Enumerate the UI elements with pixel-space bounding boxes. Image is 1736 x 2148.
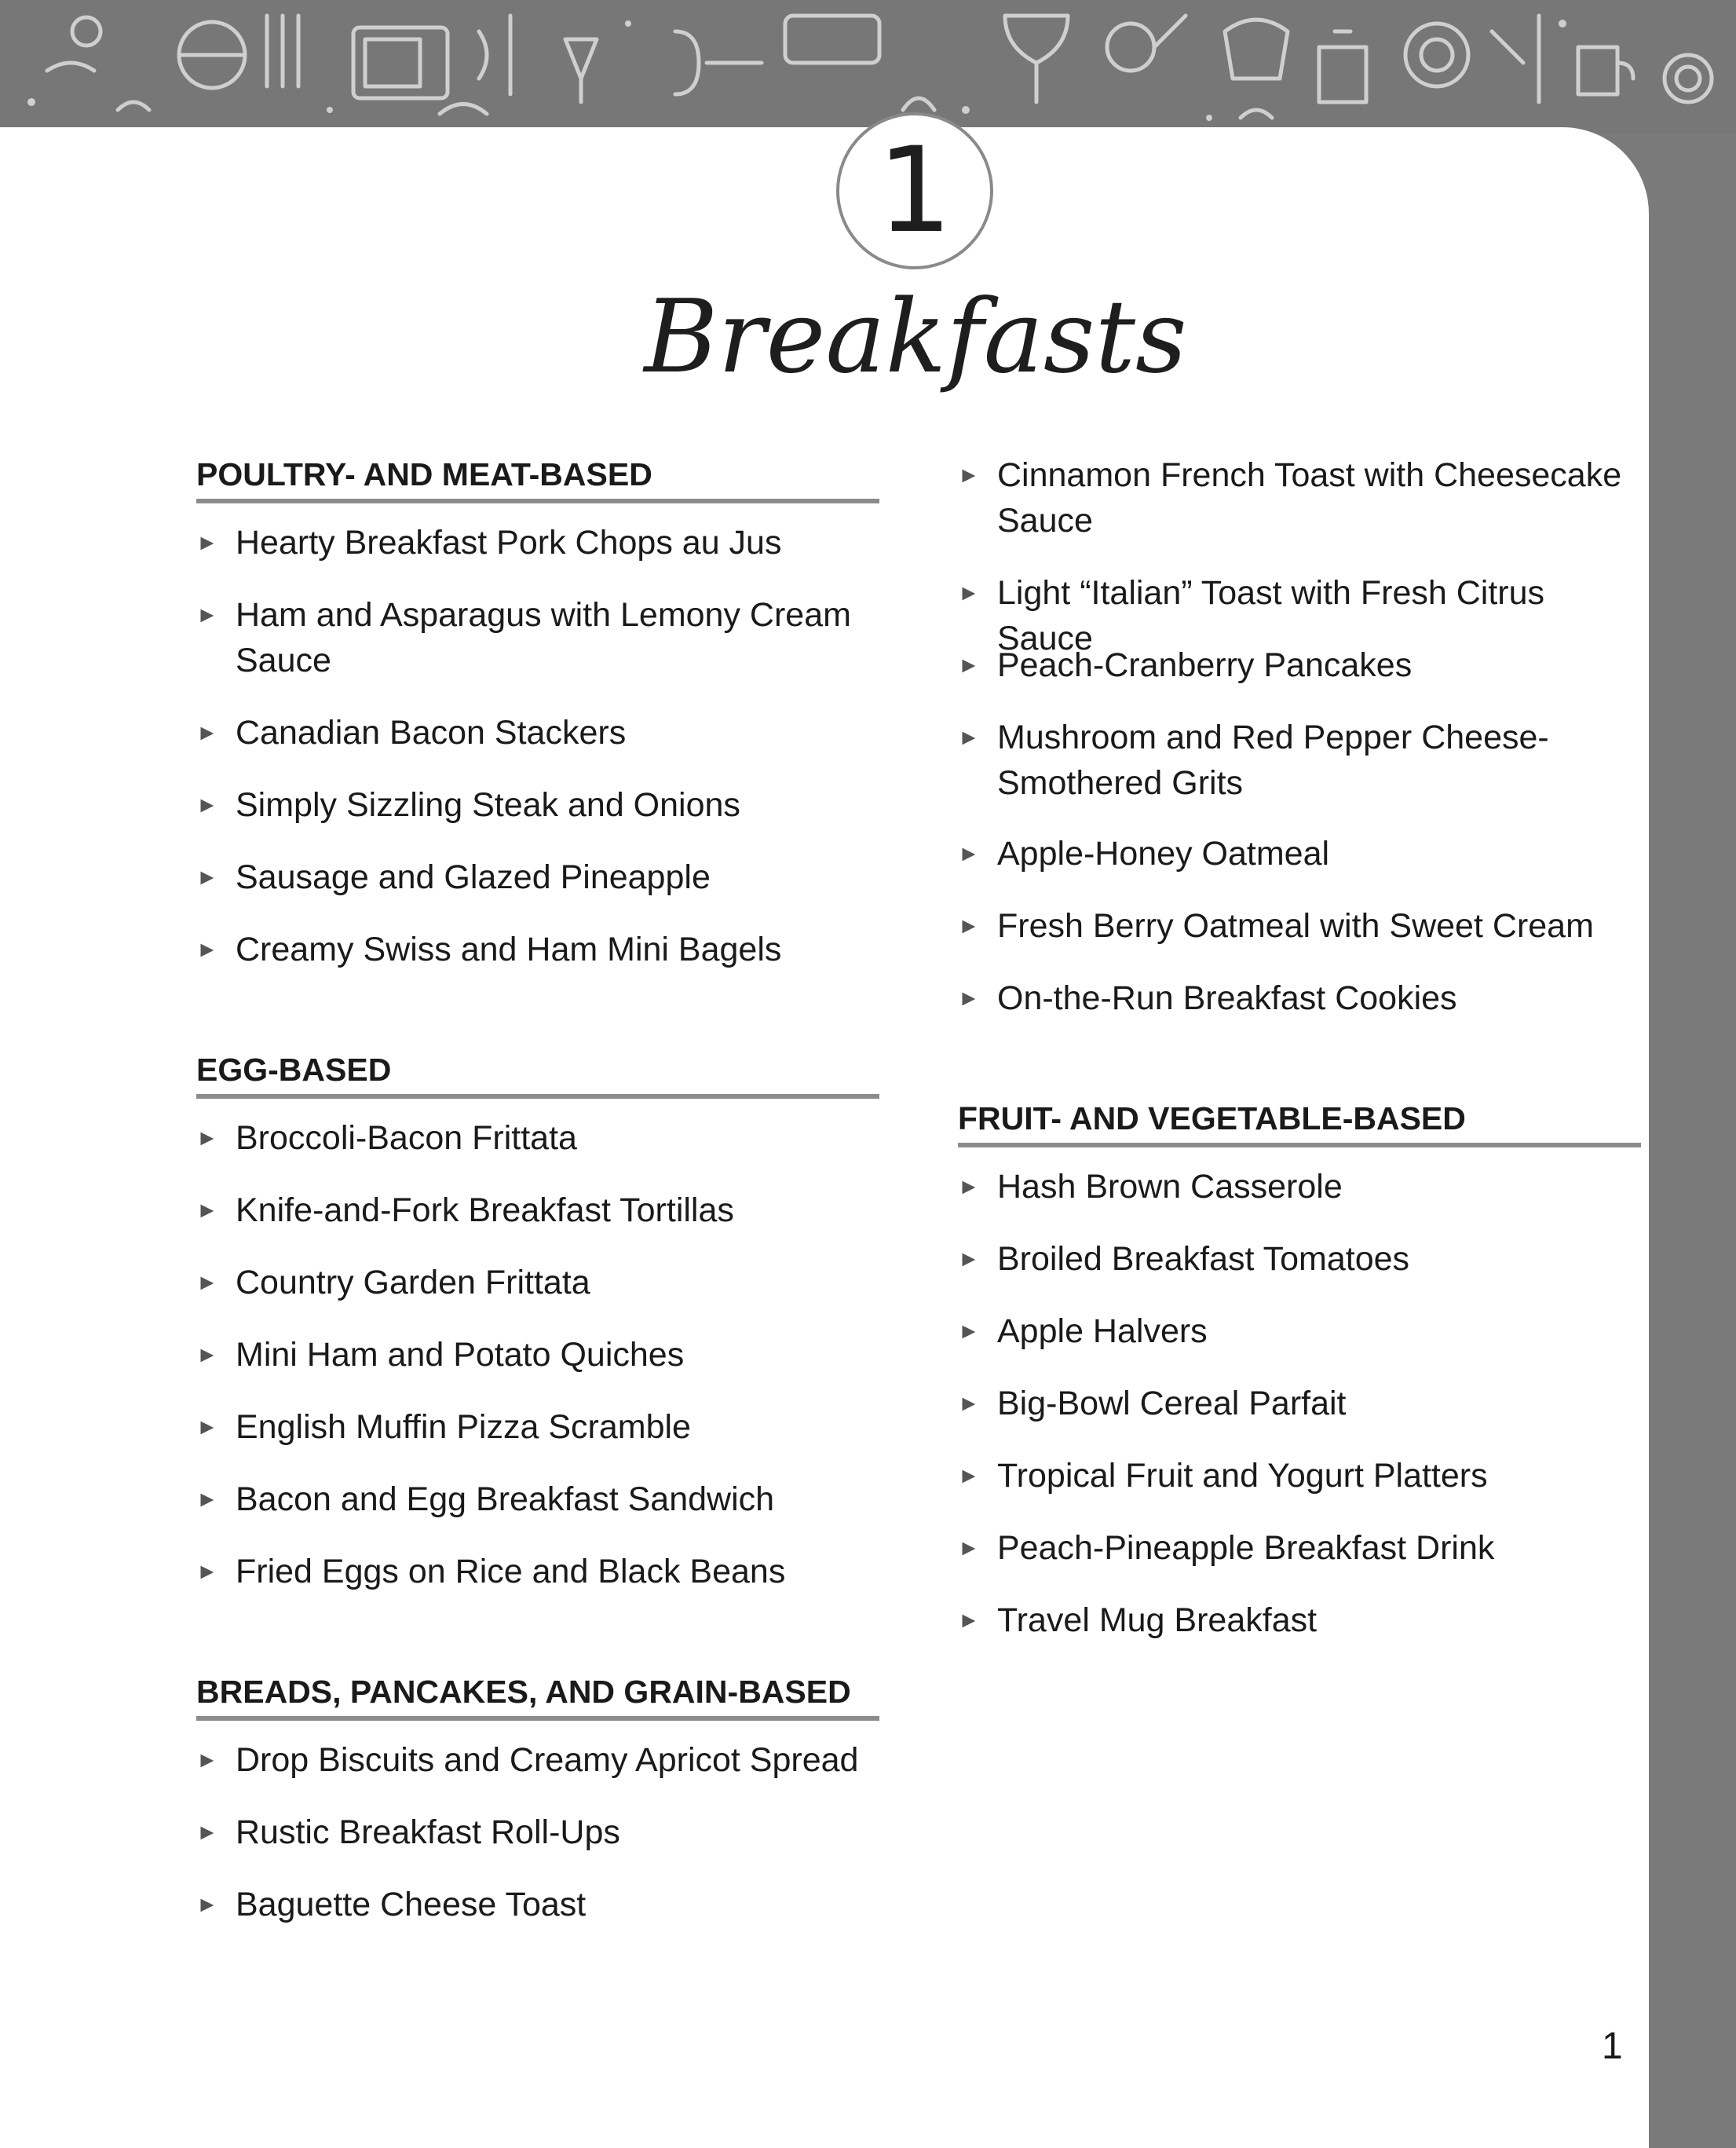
chapter-title: Breakfasts (644, 279, 1187, 396)
list-item (958, 642, 1633, 688)
list-item (196, 1260, 872, 1305)
list-item-label: Travel Mug Breakfast (997, 1601, 1318, 1639)
bullet-arrow-icon: ► (196, 937, 218, 961)
bullet-arrow-icon: ► (196, 1198, 218, 1222)
section-heading-egg: EGG-BASED (196, 1054, 879, 1099)
bullet-arrow-icon: ► (958, 1319, 980, 1343)
bullet-arrow-icon: ► (196, 1892, 218, 1916)
list-item-label: Fresh Berry Oatmeal with Sweet Cream (997, 907, 1594, 945)
bullet-arrow-icon: ► (196, 1747, 218, 1772)
list-item-label: Mini Ham and Potato Quiches (236, 1336, 685, 1374)
list-item (196, 1115, 872, 1161)
bullet-arrow-icon: ► (196, 1414, 218, 1439)
list-item-label: Drop Biscuits and Creamy Apricot Spread (236, 1741, 859, 1779)
list-item (958, 715, 1633, 806)
bullet-arrow-icon: ► (958, 1174, 980, 1198)
bullet-arrow-icon: ► (196, 602, 218, 627)
section-heading-fruit: FRUIT- AND VEGETABLE-BASED (958, 1103, 1641, 1147)
list-item (958, 903, 1633, 949)
list-item-label: Broiled Breakfast Tomatoes (997, 1240, 1410, 1278)
list-item (958, 1236, 1633, 1282)
list-item (958, 452, 1633, 543)
list-item (196, 520, 872, 565)
list-item (196, 1477, 872, 1522)
list-item-label: English Muffin Pizza Scramble (236, 1408, 691, 1446)
list-item-label: Knife-and-Fork Breakfast Tortillas (236, 1191, 734, 1229)
kitchen-doodle-pattern (0, 0, 1736, 134)
bullet-arrow-icon: ► (958, 913, 980, 938)
list-item (196, 782, 872, 828)
bullet-arrow-icon: ► (958, 841, 980, 865)
list-item-label: Hearty Breakfast Pork Chops au Jus (236, 524, 782, 562)
list-item (958, 1525, 1633, 1571)
list-item (196, 592, 872, 683)
list-item-label: Country Garden Frittata (236, 1264, 590, 1301)
bullet-arrow-icon: ► (958, 463, 980, 487)
bullet-arrow-icon: ► (958, 653, 980, 677)
bullet-arrow-icon: ► (958, 986, 980, 1010)
list-item (958, 1164, 1633, 1209)
chapter-number-badge: 1 (836, 112, 993, 269)
list-item (958, 975, 1633, 1021)
list-item (196, 1187, 872, 1233)
list-item (196, 1549, 872, 1594)
section-heading-breads: BREADS, PANCAKES, AND GRAIN-BASED (196, 1676, 879, 1721)
list-item-label: Apple-Honey Oatmeal (997, 835, 1330, 873)
list-item-label: Mushroom and Red Pepper Cheese-Smothered Grits (997, 719, 1549, 802)
list-item (196, 1332, 872, 1378)
bullet-arrow-icon: ► (196, 1342, 218, 1367)
list-item (196, 1882, 872, 1927)
list-item-label: Rustic Breakfast Roll-Ups (236, 1813, 620, 1851)
bullet-arrow-icon: ► (196, 792, 218, 817)
list-item-label: Tropical Fruit and Yogurt Platters (997, 1457, 1488, 1495)
list-item-label: Hash Brown Casserole (997, 1168, 1343, 1206)
bullet-arrow-icon: ► (958, 580, 980, 605)
list-item-label: Broccoli-Bacon Frittata (236, 1119, 577, 1157)
list-item (958, 1381, 1633, 1426)
list-item-label: Ham and Asparagus with Lemony Cream Sauce (236, 596, 851, 679)
list-item-label: Baguette Cheese Toast (236, 1886, 587, 1923)
bullet-arrow-icon: ► (958, 725, 980, 749)
list-item-label: Cinnamon French Toast with Cheesecake Sauce (997, 456, 1622, 540)
bullet-arrow-icon: ► (958, 1608, 980, 1632)
list-item-label: Bacon and Egg Breakfast Sandwich (236, 1480, 775, 1518)
list-item (196, 1810, 872, 1855)
list-item-label: Fried Eggs on Rice and Black Beans (236, 1553, 786, 1590)
bullet-arrow-icon: ► (196, 1270, 218, 1294)
kitchen-doodle-banner (0, 0, 1736, 134)
list-item-label: Canadian Bacon Stackers (236, 714, 627, 752)
list-item (958, 1597, 1633, 1643)
list-item-label: On-the-Run Breakfast Cookies (997, 979, 1457, 1017)
bullet-arrow-icon: ► (958, 1246, 980, 1271)
bullet-arrow-icon: ► (196, 1487, 218, 1511)
list-item (958, 1308, 1633, 1354)
list-item-label: Light “Italian” Toast with Fresh Citrus Sauce (997, 574, 1545, 657)
list-item (196, 927, 872, 972)
section-heading-poultry: POULTRY- AND MEAT-BASED (196, 459, 879, 503)
list-item-label: Apple Halvers (997, 1312, 1208, 1350)
list-item-label: Peach-Cranberry Pancakes (997, 646, 1413, 684)
list-item (196, 1737, 872, 1783)
list-item-label: Peach-Pineapple Breakfast Drink (997, 1529, 1495, 1567)
list-item-label: Sausage and Glazed Pineapple (236, 858, 711, 896)
page-number: 1 (1602, 2025, 1623, 2067)
bullet-arrow-icon: ► (196, 530, 218, 554)
list-item (196, 710, 872, 756)
bullet-arrow-icon: ► (958, 1391, 980, 1415)
list-item-label: Big-Bowl Cereal Parfait (997, 1385, 1347, 1422)
bullet-arrow-icon: ► (196, 1125, 218, 1150)
bullet-arrow-icon: ► (196, 1559, 218, 1583)
list-item (958, 831, 1633, 876)
bullet-arrow-icon: ► (958, 1463, 980, 1487)
bullet-arrow-icon: ► (196, 720, 218, 745)
list-item-label: Simply Sizzling Steak and Onions (236, 786, 740, 824)
bullet-arrow-icon: ► (958, 1535, 980, 1560)
list-item-label: Creamy Swiss and Ham Mini Bagels (236, 931, 782, 968)
list-item (958, 1453, 1633, 1498)
bullet-arrow-icon: ► (196, 865, 218, 889)
list-item (196, 1404, 872, 1450)
bullet-arrow-icon: ► (196, 1820, 218, 1844)
list-item (196, 854, 872, 900)
